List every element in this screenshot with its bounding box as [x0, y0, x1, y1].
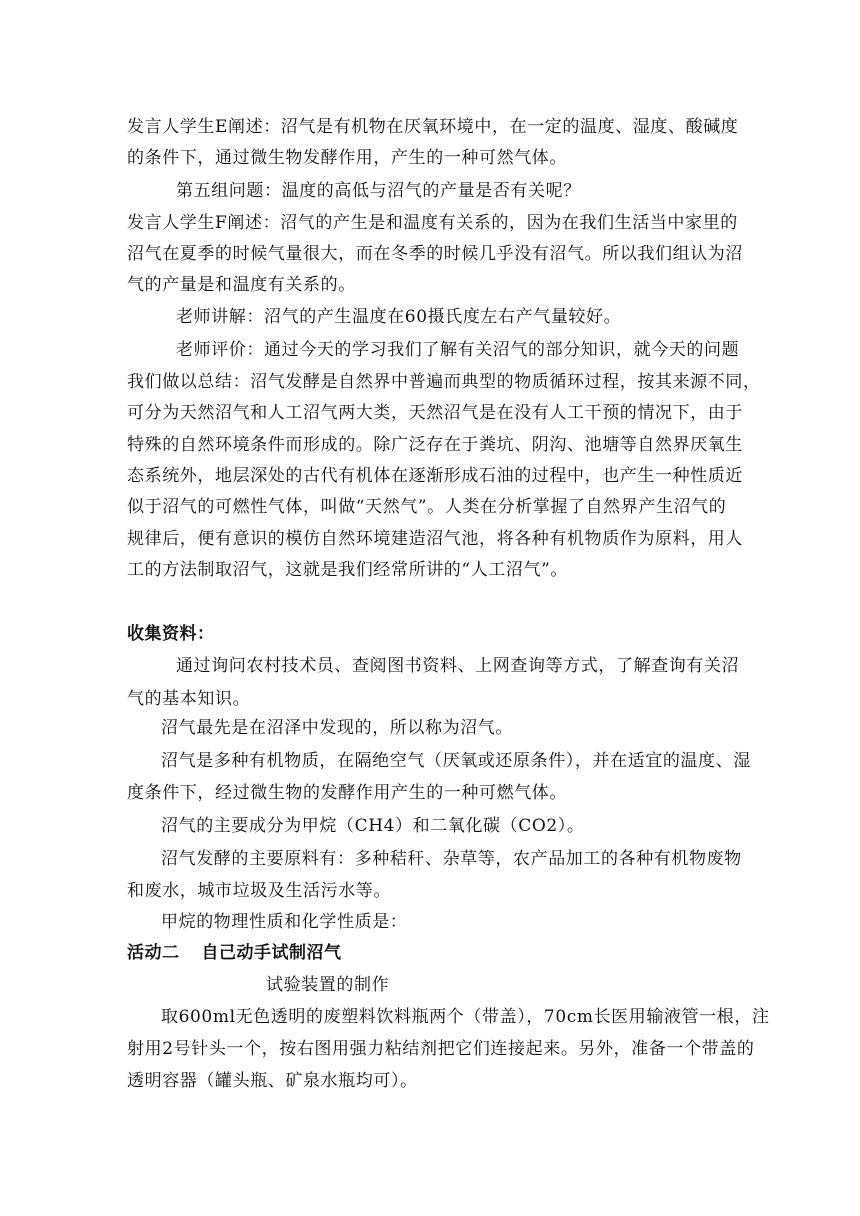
paragraph-line: 度条件下，经过微生物的发酵作用产生的一种可燃气体。 [127, 783, 567, 803]
paragraph-line: 射用2号针头一个，按右图用强力粘结剂把它们连接起来。另外，准备一个带盖的 [127, 1039, 755, 1059]
paragraph-line: 沼气是多种有机物质，在隔绝空气（厌氧或还原条件），并在适宜的温度、湿 [161, 751, 751, 771]
subheading-device: 试验装置的制作 [266, 975, 390, 995]
paragraph-line: 特殊的自然环境条件而形成的。除广泛存在于粪坑、阴沟、池塘等自然界厌氧生 [127, 435, 743, 455]
paragraph-line: 气的产量是和温度有关系的。 [127, 275, 356, 295]
paragraph-line: 沼气在夏季的时候气量很大，而在冬季的时候几乎没有沼气。所以我们组认为沼 [127, 244, 743, 264]
activity-heading [127, 942, 747, 964]
paragraph-line: 可分为天然沼气和人工沼气两大类，天然沼气是在没有人工干预的情况下，由于 [127, 403, 743, 423]
paragraph-line: 取600ml无色透明的废塑料饮料瓶两个（带盖），70cm长医用输液管一根，注 [161, 1007, 770, 1027]
paragraph-line: 发言人学生F阐述：沼气的产生是和温度有关系的，因为在我们生活当中家里的 [127, 213, 738, 233]
paragraph-line: 沼气的主要成分为甲烷（CH4）和二氧化碳（CO2）。 [161, 816, 585, 836]
paragraph-line: 我们做以总结：沼气发酵是自然界中普遍而典型的物质循环过程，按其来源不同， [127, 372, 761, 392]
paragraph-line: 沼气最先是在沼泽中发现的，所以称为沼气。 [161, 718, 513, 738]
paragraph-line: 第五组问题：温度的高低与沼气的产量是否有关呢？ [176, 181, 581, 201]
paragraph-line: 的条件下，通过微生物发酵作用，产生的一种可然气体。 [127, 148, 567, 168]
paragraph-line: 和废水，城市垃圾及生活污水等。 [127, 881, 391, 901]
paragraph-line: 规律后，便有意识的模仿自然环境建造沼气池，将各种有机物质作为原料，用人 [127, 529, 743, 549]
paragraph-line: 气的基本知识。 [127, 689, 251, 709]
paragraph-line: 工的方法制取沼气，这就是我们经常所讲的“人工沼气”。 [127, 560, 568, 580]
paragraph-line: 老师评价：通过今天的学习我们了解有关沼气的部分知识，就今天的问题 [176, 340, 740, 360]
activity-title: 自己动手试制沼气 [201, 943, 342, 963]
paragraph-line: 似于沼气的可燃性气体，叫做“天然气”。人类在分析掌握了自然界产生沼气的 [127, 497, 727, 517]
paragraph-line: 发言人学生E阐述：沼气是有机物在厌氧环境中，在一定的温度、湿度、酸碱度 [127, 117, 739, 137]
paragraph-line: 老师讲解：沼气的产生温度在60摄氏度左右产气量较好。 [176, 307, 622, 327]
paragraph-line: 通过询问农村技术员、查阅图书资料、上网查询等方式，了解查询有关沼 [176, 656, 740, 676]
paragraph-line: 透明容器（罐头瓶、矿泉水瓶均可）。 [127, 1071, 418, 1091]
paragraph-line: 沼气发酵的主要原料有：多种秸秆、杂草等，农产品加工的各种有机物废物 [161, 849, 742, 869]
paragraph-line: 甲烷的物理性质和化学性质是： [161, 912, 408, 932]
activity-label: 活动二 [127, 943, 180, 963]
section-heading-collect: 收集资料： [127, 624, 215, 644]
paragraph-line: 态系统外，地层深处的古代有机体在逐渐形成石油的过程中，也产生一种性质近 [127, 466, 743, 486]
